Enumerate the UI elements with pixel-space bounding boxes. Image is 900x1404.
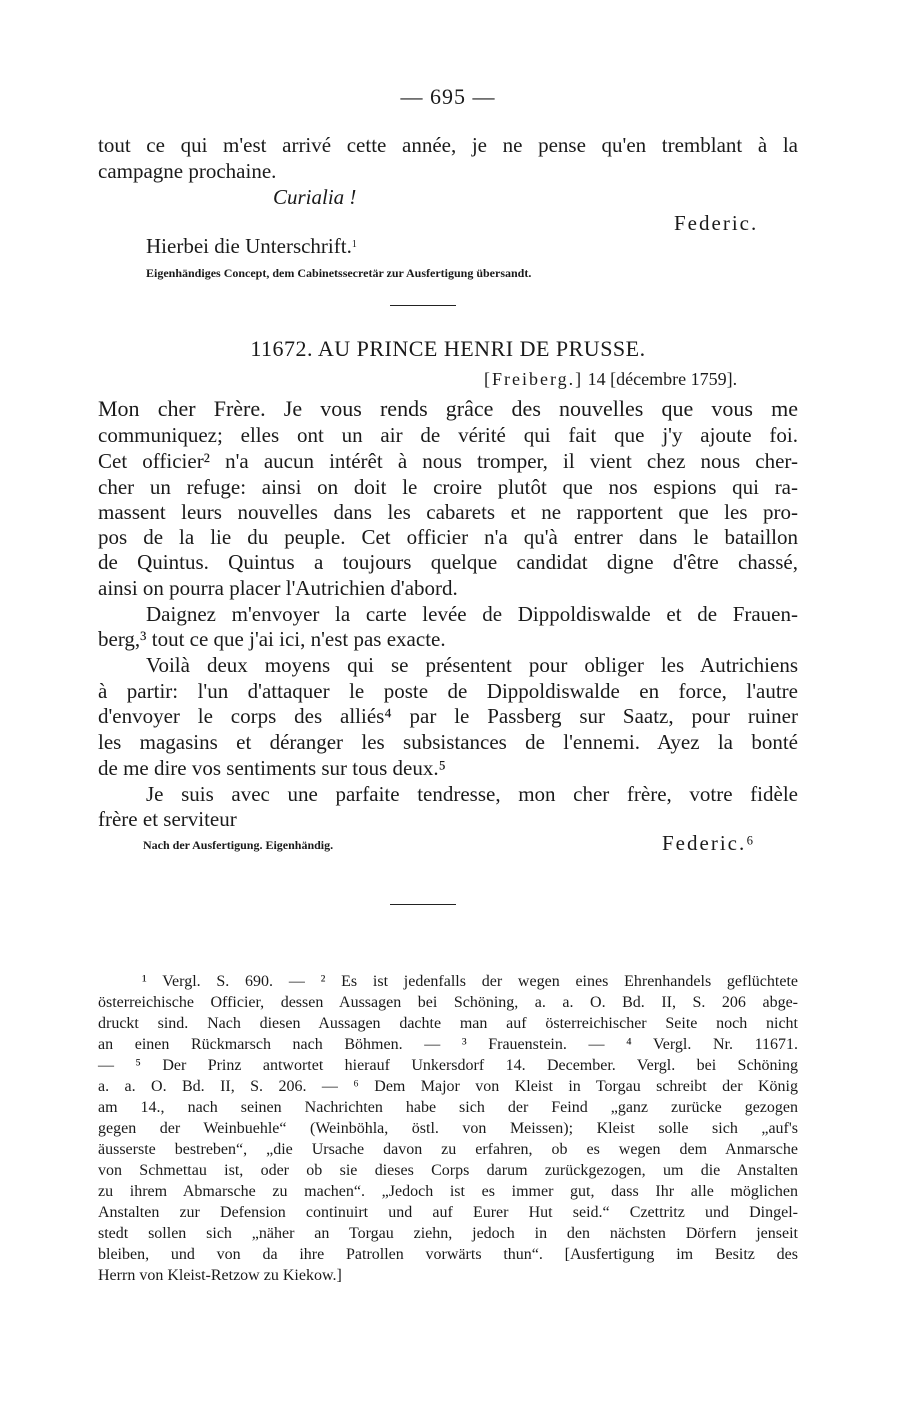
signature: Federic. — [674, 211, 759, 235]
footnote-line: stedt sollen sich „näher an Torgau ziehn, jedoch in den nächsten Dörfern jenseit — [98, 1225, 798, 1242]
text-line: les magasins et déranger les subsistances de l'ennemi. Ayez la bonté — [98, 730, 798, 754]
text-line: communiquez; elles ont un air de vérité qui fait que j'y ajoute foi. — [98, 423, 798, 447]
text-line: ainsi on pourra placer l'Autrichien d'abord. — [98, 576, 458, 600]
footnote-line: von Schmettau ist, oder ob sie dieses Corps darum zurückgezogen, um die Anstalten — [98, 1162, 798, 1179]
footnote-line: Anstalten zur Defension continuirt und auf Eurer Hut seid.“ Czettritz und Dingel- — [98, 1204, 798, 1221]
text-line: de me dire vos sentiments sur tous deux.⁵ — [98, 756, 446, 780]
text-line: à partir: l'un d'attaquer le poste de Dippoldiswalde en force, l'autre — [98, 679, 798, 703]
text-line: Daignez m'envoyer la carte levée de Dippoldiswalde et de Frauen- — [146, 602, 798, 626]
text-line: Voilà deux moyens qui se présentent pour obliger les Autrichiens — [146, 653, 798, 677]
signature: Federic.⁶ — [662, 831, 756, 855]
text-line: frère et serviteur — [98, 807, 237, 831]
text-line: de Quintus. Quintus a toujours quelque candidat digne d'être chassé, — [98, 550, 798, 574]
text-line: campagne prochaine. — [98, 159, 277, 183]
footnote-line: äusserste bestreben“, „die Ursache davon zu erfahren, ob es wegen dem Anmarsche — [98, 1141, 798, 1158]
letter-date-text: 14 [décembre 1759]. — [587, 369, 738, 389]
source-note: Eigenhändiges Concept, dem Cabinetssecretär zur Ausfertigung übersandt. — [146, 266, 532, 280]
footnote-line: an einen Rückmarsch nach Böhmen. — ³ Frauenstein. — ⁴ Vergl. Nr. 11671. — [98, 1036, 798, 1053]
text-line: cher un refuge: ainsi on doit le croire plutôt que nos espions qui ra- — [98, 475, 798, 499]
divider — [390, 904, 456, 905]
letter-place: [Freiberg.] — [484, 369, 584, 389]
hierbei-line — [146, 232, 357, 259]
text-line: d'envoyer le corps des alliés⁴ par le Passberg sur Saatz, pour ruiner — [98, 704, 798, 728]
footnote-line: ¹ Vergl. S. 690. — ² Es ist jedenfalls der wegen eines Ehrenhandels geflüchtete — [142, 973, 798, 990]
footnote-line: Herrn von Kleist-Retzow zu Kiekow.] — [98, 1267, 342, 1284]
footnote-line: druckt sind. Nach diesen Aussagen dachte man auf österreichischer Seite noch nicht — [98, 1015, 798, 1032]
page-number: — 695 — — [400, 84, 496, 109]
source-note: Nach der Ausfertigung. Eigenhändig. — [143, 838, 334, 852]
text-line: Je suis avec une parfaite tendresse, mon cher frère, votre fidèle — [146, 782, 798, 806]
footnote-line: zu ihrem Abmarsche zu machen“. „Jedoch ist es immer gut, dass Ihr alle möglichen — [98, 1183, 798, 1200]
text-line: massent leurs nouvelles dans les cabarets et ne rapportent que les pro- — [98, 500, 798, 524]
footnote-line: — ⁵ Der Prinz antwortet hierauf Unkersdorf 14. December. Vergl. bei Schöning — [98, 1057, 798, 1074]
footnote-line: bleiben, und von da ihre Patrollen vorwärts thun“. [Ausfertigung im Besitz des — [98, 1246, 798, 1263]
footnote-line: am 14., nach seinen Nachrichten habe sich der Feind „ganz zurücke gezogen — [98, 1099, 798, 1116]
curialia: Curialia ! — [273, 185, 357, 209]
hierbei-text: Hierbei die Unterschrift. — [146, 234, 352, 258]
text-line: pos de la lie du peuple. Cet officier n'a qu'à entrer dans le bataillon — [98, 525, 798, 549]
letter-date — [484, 366, 737, 392]
footnote-ref: 1 — [351, 239, 357, 250]
text-line: tout ce qui m'est arrivé cette année, je ne pense qu'en tremblant à la — [98, 133, 798, 157]
text-line: berg,³ tout ce que j'ai ici, n'est pas exacte. — [98, 627, 446, 651]
footnote-line: a. a. O. Bd. II, S. 206. — ⁶ Dem Major von Kleist in Torgau schreibt der König — [98, 1078, 798, 1095]
divider — [390, 305, 456, 306]
footnote-line: gegen der Weinbuehle“ (Weinböhla, östl. von Meissen); Kleist solle sich „auf's — [98, 1120, 798, 1137]
text-line: Mon cher Frère. Je vous rends grâce des nouvelles que vous me — [98, 396, 798, 421]
text-line: Cet officier² n'a aucun intérêt à nous tromper, il vient chez nous cher- — [98, 449, 798, 473]
footnote-line: österreichische Officier, dessen Aussagen bei Schöning, a. a. O. Bd. II, S. 206 abge- — [98, 994, 798, 1011]
letter-title: 11672. AU PRINCE HENRI DE PRUSSE. — [250, 336, 646, 361]
